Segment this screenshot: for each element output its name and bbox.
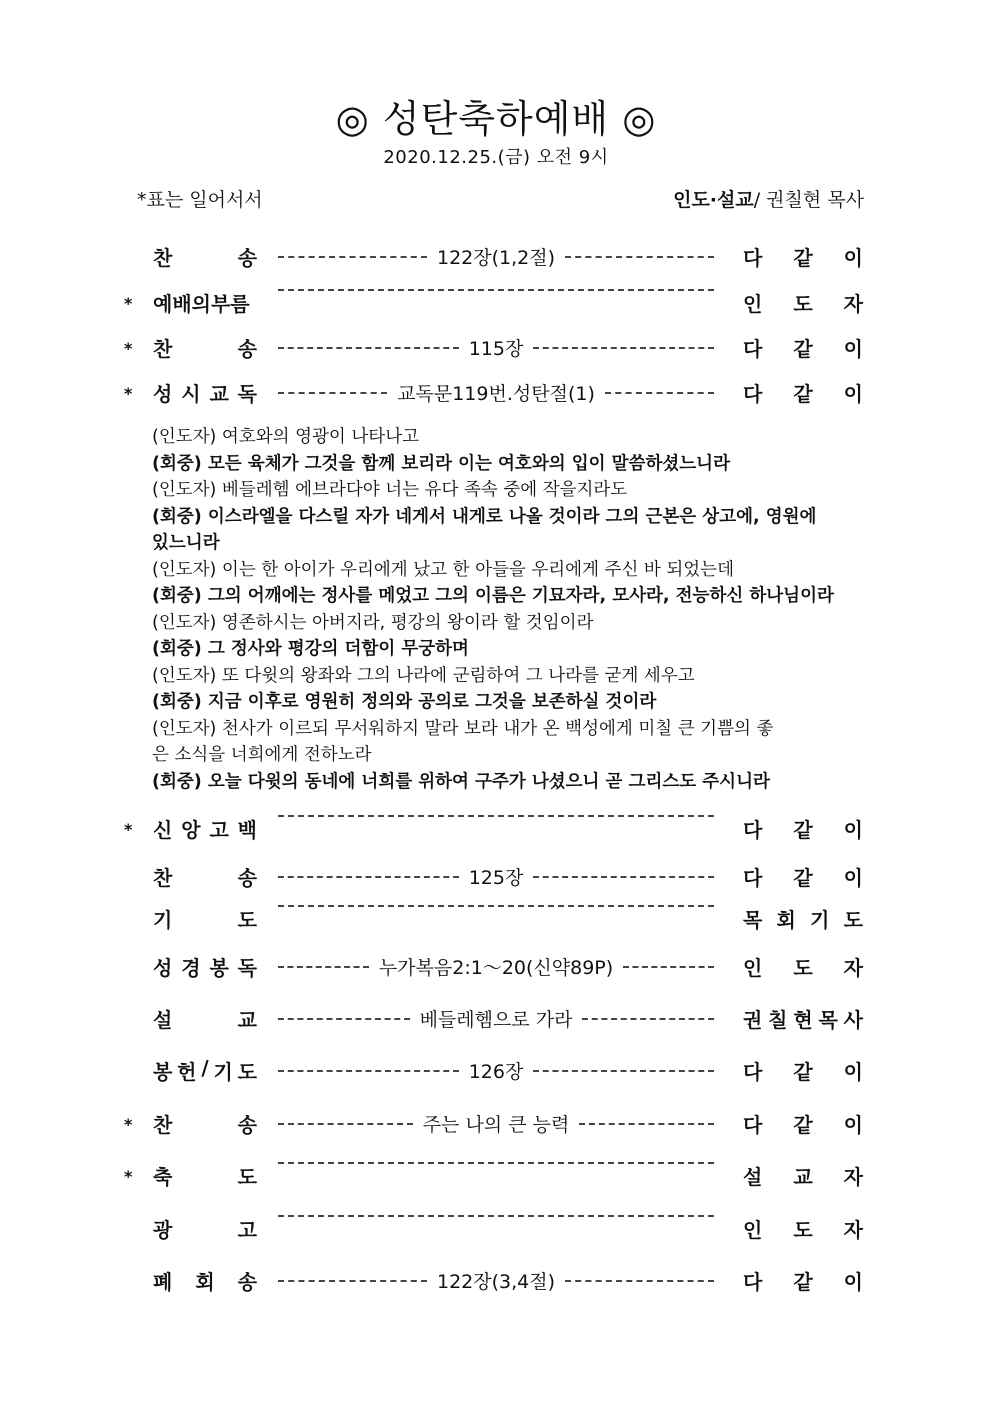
- leader-line: (인도자) 영존하시는 아버지라, 평강의 왕이라 할 것임이라: [152, 612, 594, 633]
- item-name: [153, 862, 257, 891]
- item-leader: [743, 904, 863, 933]
- item-leader-char: 도: [843, 908, 863, 932]
- item-name: [153, 333, 257, 362]
- item-detail: [272, 1215, 720, 1217]
- item-name-char: 폐: [153, 1270, 173, 1294]
- item-leader-char: 이: [843, 1060, 863, 1084]
- item-name: [153, 1161, 257, 1190]
- item-name-char: 광: [153, 1218, 173, 1242]
- leader-line: (인도자) 이는 한 아이가 우리에게 났고 한 아들을 우리에게 주신 바 되었는데: [152, 559, 734, 580]
- item-leader: [743, 333, 863, 362]
- item-name-char: 찬: [153, 246, 173, 270]
- dash-leader: [582, 1018, 714, 1020]
- congregation-line: (회중) 모든 육체가 그것을 함께 보리라 이는 여호와의 입이 말씀하셨느니라: [152, 453, 730, 474]
- item-leader-char: 자: [843, 292, 863, 316]
- item-leader: [743, 814, 863, 843]
- leader-role: 인도·설교: [673, 189, 754, 211]
- item-leader-char: 사: [843, 1008, 863, 1032]
- item-leader-char: 같: [793, 246, 813, 270]
- item-name: [153, 1266, 257, 1295]
- standing-marker: *: [124, 339, 133, 358]
- item-name-char: 봉: [209, 956, 229, 980]
- item-leader-char: 교: [793, 1165, 813, 1189]
- item-name-char: 도: [237, 1165, 257, 1189]
- standing-marker: *: [124, 820, 133, 839]
- item-leader-char: 목: [818, 1008, 838, 1032]
- dash-leader: [278, 1162, 714, 1164]
- item-name: [153, 904, 257, 933]
- item-detail: [272, 863, 720, 890]
- dash-leader: [533, 1070, 714, 1072]
- service-item: [0, 240, 992, 274]
- item-name-char: 설: [153, 1008, 173, 1032]
- service-item: [0, 860, 992, 894]
- item-detail-text: 125장: [468, 867, 524, 889]
- item-detail: [272, 243, 720, 270]
- item-detail-text: 115장: [468, 338, 524, 360]
- item-name: [153, 814, 257, 843]
- dash-leader: [278, 1070, 459, 1072]
- leader-line: (인도자) 천사가 이르되 무서워하지 말라 보라 내가 온 백성에게 미칠 큰 기쁨의 좋: [152, 718, 774, 739]
- item-name-char: 송: [237, 866, 257, 890]
- leader-note: [673, 185, 864, 212]
- item-name-char: /: [201, 1056, 209, 1080]
- item-name: [153, 1109, 257, 1138]
- item-leader-char: 이: [843, 337, 863, 361]
- item-leader-char: 인: [743, 292, 763, 316]
- item-detail: [272, 289, 720, 291]
- item-name-char: 성: [153, 956, 173, 980]
- item-leader: [743, 952, 863, 981]
- item-name-char: 앙: [181, 818, 201, 842]
- congregation-line: 있느니라: [152, 533, 220, 553]
- item-leader-char: 설: [743, 1165, 763, 1189]
- item-leader-char: 기: [810, 908, 830, 932]
- item-leader-char: 도: [793, 956, 813, 980]
- item-name-char: 교: [209, 382, 229, 406]
- item-leader-char: 도: [793, 292, 813, 316]
- item-leader: [743, 378, 863, 407]
- item-name-char: 예배의부름: [153, 292, 250, 316]
- dash-leader: [605, 392, 714, 394]
- item-detail: [272, 1267, 720, 1294]
- item-detail-text: 누가복음2:1～20(신약89P): [378, 957, 614, 979]
- item-name-char: 신: [153, 818, 173, 842]
- item-leader: [743, 1109, 863, 1138]
- item-name-char: 송: [237, 1113, 257, 1137]
- item-name: [153, 288, 257, 317]
- item-detail: [272, 1057, 720, 1084]
- item-leader-char: 이: [843, 818, 863, 842]
- item-detail: [272, 1110, 720, 1137]
- item-name-char: 고: [237, 1218, 257, 1242]
- dash-leader: [533, 876, 714, 878]
- item-leader-char: 이: [843, 1270, 863, 1294]
- congregation-line: (회중) 그의 어깨에는 정사를 메었고 그의 이름은 기묘자라, 모사라, 전능하신 하나님이라: [152, 586, 834, 606]
- item-leader-char: 도: [793, 1218, 813, 1242]
- item-leader: [743, 1161, 863, 1190]
- item-name-char: 고: [209, 818, 229, 842]
- service-item: [0, 376, 992, 410]
- item-detail-text: 122장(1,2절): [437, 247, 556, 269]
- dash-leader: [278, 1018, 410, 1020]
- item-name: [153, 378, 257, 407]
- service-item: [0, 1054, 992, 1088]
- item-name: [153, 1004, 257, 1033]
- item-detail: [272, 379, 720, 406]
- item-leader-char: 칠: [768, 1008, 788, 1032]
- responsive-reading: [152, 424, 864, 795]
- item-name-char: 시: [181, 382, 201, 406]
- item-name-char: 기: [213, 1060, 233, 1084]
- service-datetime: 2020.12.25.(금) 오전 9시: [383, 147, 609, 168]
- dash-leader: [278, 876, 459, 878]
- dash-leader: [278, 966, 369, 968]
- item-leader-char: 다: [743, 1113, 763, 1137]
- item-leader-char: 같: [793, 818, 813, 842]
- standing-marker: *: [124, 1167, 133, 1186]
- leader-line: (인도자) 베들레헴 에브라다야 너는 유다 족속 중에 작을지라도: [152, 480, 628, 500]
- item-name-char: 헌: [177, 1060, 197, 1084]
- item-leader-char: 다: [743, 337, 763, 361]
- item-leader-char: 다: [743, 246, 763, 270]
- dash-leader: [278, 815, 714, 817]
- service-item: [0, 950, 992, 984]
- item-name-char: 찬: [153, 337, 173, 361]
- congregation-line: (회중) 지금 이후로 영원히 정의와 공의로 그것을 보존하실 것이라: [152, 692, 657, 712]
- item-leader-char: 같: [793, 1113, 813, 1137]
- item-leader-char: 이: [843, 866, 863, 890]
- item-leader-char: 이: [843, 382, 863, 406]
- item-detail: [272, 1005, 720, 1032]
- item-leader-char: 자: [843, 956, 863, 980]
- item-detail: [272, 334, 720, 361]
- standing-marker: *: [124, 384, 133, 403]
- item-name-char: 찬: [153, 1113, 173, 1137]
- item-name: [153, 952, 257, 981]
- item-leader: [743, 242, 863, 271]
- item-leader-char: 현: [793, 1008, 813, 1032]
- item-name-char: 독: [237, 956, 257, 980]
- item-detail-text: 베들레헴으로 가라: [419, 1009, 573, 1031]
- item-leader-char: 회: [776, 908, 796, 932]
- item-name-char: 송: [237, 1270, 257, 1294]
- dash-leader: [278, 392, 387, 394]
- item-name-char: 독: [237, 382, 257, 406]
- item-name-char: 도: [237, 908, 257, 932]
- dash-leader: [579, 1123, 714, 1125]
- item-name-char: 성: [153, 382, 173, 406]
- item-name-char: 교: [237, 1008, 257, 1032]
- item-leader-char: 이: [843, 246, 863, 270]
- item-detail: [272, 905, 720, 907]
- item-leader-char: 이: [843, 1113, 863, 1137]
- item-name-char: 송: [237, 246, 257, 270]
- leader-name: / 권칠현 목사: [753, 189, 864, 211]
- item-leader-char: 같: [793, 1270, 813, 1294]
- service-item: [0, 1002, 992, 1036]
- item-name-char: 축: [153, 1165, 173, 1189]
- item-leader-char: 인: [743, 1218, 763, 1242]
- congregation-line: (회중) 이스라엘을 다스릴 자가 네게서 내게로 나올 것이라 그의 근본은 상고에, 영원에: [152, 506, 817, 527]
- item-name-char: 도: [237, 1060, 257, 1084]
- dash-leader: [278, 289, 714, 291]
- dash-leader: [565, 256, 714, 258]
- item-name-char: 경: [181, 956, 201, 980]
- item-leader: [743, 1214, 863, 1243]
- item-leader-char: 목: [743, 908, 763, 932]
- item-name: [153, 1214, 257, 1243]
- dash-leader: [278, 347, 459, 349]
- leader-line: (인도자) 여호와의 영광이 나타나고: [152, 427, 420, 447]
- item-leader-char: 같: [793, 866, 813, 890]
- item-leader: [743, 862, 863, 891]
- item-leader-char: 인: [743, 956, 763, 980]
- item-detail-text: 주는 나의 큰 능력: [422, 1114, 570, 1136]
- item-name-char: 봉: [153, 1060, 173, 1084]
- dash-leader: [278, 256, 427, 258]
- service-item: [0, 1264, 992, 1298]
- dash-leader: [278, 1123, 413, 1125]
- leader-line: (인도자) 또 다윗의 왕좌와 그의 나라에 군림하여 그 나라를 굳게 세우고: [152, 665, 695, 686]
- item-leader-char: 자: [843, 1165, 863, 1189]
- item-detail: [272, 953, 720, 980]
- item-name-char: 기: [153, 908, 173, 932]
- service-item: [0, 331, 992, 365]
- item-leader-char: 다: [743, 382, 763, 406]
- page-title: ◎ 성탄축하예배 ◎: [335, 97, 657, 141]
- standing-marker: *: [124, 1115, 133, 1134]
- item-leader: [743, 1266, 863, 1295]
- item-name: [153, 242, 257, 271]
- service-item: [0, 1212, 992, 1246]
- item-leader-char: 다: [743, 1270, 763, 1294]
- leader-line: 은 소식을 너희에게 전하노라: [152, 745, 372, 765]
- item-leader-char: 다: [743, 866, 763, 890]
- service-item: [0, 1159, 992, 1193]
- item-leader-char: 권: [743, 1008, 763, 1032]
- item-leader: [743, 1004, 863, 1033]
- service-item: [0, 812, 992, 846]
- item-leader-char: 자: [843, 1218, 863, 1242]
- item-name-char: 회: [195, 1270, 215, 1294]
- standing-marker: *: [124, 294, 133, 313]
- dash-leader: [623, 966, 714, 968]
- item-detail-text: 126장: [468, 1061, 524, 1083]
- item-name: [153, 1056, 257, 1085]
- item-detail-text: 122장(3,4절): [437, 1271, 556, 1293]
- dash-leader: [278, 905, 714, 907]
- service-item: [0, 286, 992, 320]
- service-item: [0, 902, 992, 936]
- item-name-char: 송: [237, 337, 257, 361]
- item-detail: [272, 815, 720, 817]
- congregation-line: (회중) 그 정사와 평강의 더함이 무궁하며: [152, 639, 469, 659]
- dash-leader: [533, 347, 714, 349]
- item-leader: [743, 288, 863, 317]
- service-item: [0, 1107, 992, 1141]
- item-leader-char: 같: [793, 337, 813, 361]
- item-leader-char: 다: [743, 818, 763, 842]
- dash-leader: [278, 1280, 427, 1282]
- item-detail: [272, 1162, 720, 1164]
- standing-note: *표는 일어서서: [137, 189, 263, 211]
- item-name-char: 백: [237, 818, 257, 842]
- dash-leader: [565, 1280, 714, 1282]
- item-name-char: 찬: [153, 866, 173, 890]
- dash-leader: [278, 1215, 714, 1217]
- item-leader-char: 같: [793, 1060, 813, 1084]
- congregation-line: (회중) 오늘 다윗의 동네에 너희를 위하여 구주가 나셨으니 곧 그리스도 주시니라: [152, 771, 770, 792]
- item-leader-char: 같: [793, 382, 813, 406]
- item-leader-char: 다: [743, 1060, 763, 1084]
- item-detail-text: 교독문119번.성탄절(1): [397, 383, 595, 405]
- item-leader: [743, 1056, 863, 1085]
